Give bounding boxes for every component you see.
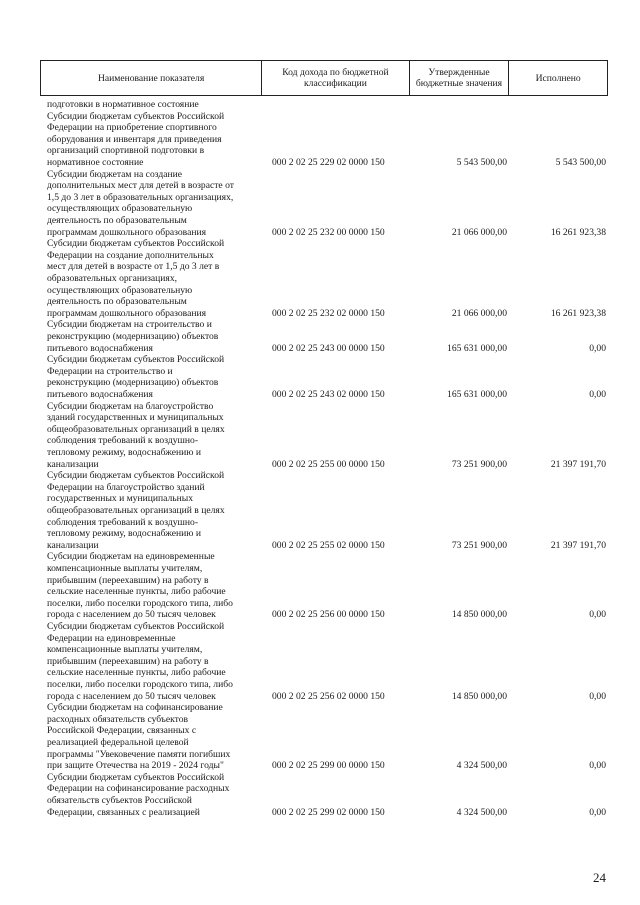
row-approved: 73 251 900,00 <box>451 539 507 551</box>
row-name-line: тепловому режиму, водоснабжению и <box>47 447 201 458</box>
row-name-line: Российской Федерации, связанных с <box>47 725 197 737</box>
row-name-line: Субсидии бюджетам субъектов Российской <box>47 110 225 122</box>
row-name-line: дополнительных мест для детей в возрасте от <box>47 180 234 192</box>
row-name-line: реализацией федеральной целевой <box>47 737 189 748</box>
row-name-line: Федерации, связанных с реализацией <box>47 806 200 818</box>
row-name-line: обязательств субъектов Российской <box>47 795 192 806</box>
row-code: 000 2 02 25 229 02 0000 150 <box>272 157 385 168</box>
row-code: 000 2 02 25 232 02 0000 150 <box>272 307 385 319</box>
row-code: 000 2 02 25 243 02 0000 150 <box>272 389 385 400</box>
row-name-line: зданий государственных и муниципальных <box>47 412 224 424</box>
row-done: 0,00 <box>589 760 606 772</box>
row-name-line: поселки, либо поселки городского типа, либо <box>47 679 233 690</box>
row-name-line: реконструкцию (модернизацию) объектов <box>47 331 219 342</box>
row-name-line: общеобразовательных организаций в целях <box>47 423 225 435</box>
row-name-line: прибывшим (переехавшим) на работу в <box>47 574 209 586</box>
row-name-line: программы "Увековечение памяти погибших <box>47 748 231 760</box>
row-name-line: питьевого водоснабжения <box>47 389 153 400</box>
row-code: 000 2 02 25 243 00 0000 150 <box>272 342 385 354</box>
row-name-line: мест для детей в возрасте от 1,5 до 3 лет в <box>47 261 220 273</box>
row-name-line: Федерации на строительство и <box>47 365 173 377</box>
row-name-line: программам дошкольного образования <box>47 307 207 319</box>
row-approved: 4 324 500,00 <box>456 760 507 772</box>
row-name-line: соблюдения требований к воздушно- <box>47 516 199 528</box>
row-name-line: компенсационные выплаты учителям, <box>47 563 203 574</box>
row-name-line: Федерации на софинансирование расходных <box>47 783 230 795</box>
row-approved: 165 631 000,00 <box>447 389 507 400</box>
row-name-line: Субсидии бюджетам субъектов Российской <box>47 621 225 632</box>
row-name-line: Федерации на благоустройство зданий <box>47 481 205 493</box>
row-done: 0,00 <box>589 690 606 702</box>
row-name-line: деятельность по образовательным <box>47 296 187 308</box>
row-name-line: при защите Отечества на 2019 - 2024 годы" <box>47 760 224 772</box>
row-name-line: города с населением до 50 тысяч человек <box>47 690 216 702</box>
row-name-line: тепловому режиму, водоснабжению и <box>47 528 201 540</box>
row-done: 16 261 923,38 <box>550 307 606 319</box>
row-name-line: Субсидии бюджетам на единовременные <box>47 551 215 563</box>
row-approved: 21 066 000,00 <box>451 307 507 319</box>
row-name-line: Субсидии бюджетам субъектов Российской <box>47 771 225 783</box>
row-approved: 5 543 500,00 <box>456 157 507 168</box>
row-approved: 73 251 900,00 <box>451 458 507 470</box>
row-code: 000 2 02 25 255 00 0000 150 <box>272 458 385 470</box>
row-name-line: прибывшим (переехавшим) на работу в <box>47 655 209 667</box>
row-name-line: Субсидии бюджетам субъектов Российской <box>47 354 225 366</box>
row-name-line: Субсидии бюджетам на благоустройство <box>47 400 214 412</box>
row-name-line: канализации <box>47 458 99 470</box>
row-code: 000 2 02 25 232 00 0000 150 <box>272 226 385 238</box>
row-name-line: сельские населенные пункты, либо рабочие <box>47 667 226 679</box>
row-code: 000 2 02 25 256 00 0000 150 <box>272 609 385 621</box>
row-name-line: оборудования и инвентаря для приведения <box>47 133 222 145</box>
row-approved: 14 850 000,00 <box>451 609 507 621</box>
row-name-line: канализации <box>47 539 99 551</box>
row-name-line: Федерации на единовременные <box>47 632 176 644</box>
row-approved: 21 066 000,00 <box>451 226 507 238</box>
row-name-line: нормативное состояние <box>47 157 144 168</box>
header-code: Код дохода по бюджетной классификации <box>262 61 409 95</box>
row-name-line: Федерации на приобретение спортивного <box>47 122 217 134</box>
row-code: 000 2 02 25 255 02 0000 150 <box>272 539 385 551</box>
page-number: 24 <box>593 870 606 885</box>
row-approved: 165 631 000,00 <box>447 342 507 354</box>
row-name-line: города с населением до 50 тысяч человек <box>47 609 216 621</box>
row-name-line: поселки, либо поселки городского типа, либо <box>47 597 233 609</box>
table-header <box>40 60 608 96</box>
row-code: 000 2 02 25 256 02 0000 150 <box>272 690 385 702</box>
row-done: 5 543 500,00 <box>555 157 606 168</box>
row-done: 0,00 <box>589 389 606 400</box>
row-approved: 14 850 000,00 <box>451 690 507 702</box>
row-done: 0,00 <box>589 342 606 354</box>
row-name-line: Субсидии бюджетам на создание <box>47 168 183 180</box>
row-name-line: компенсационные выплаты учителям, <box>47 644 203 656</box>
row-name-line: государственных и муниципальных <box>47 493 194 505</box>
header-approved: Утвержденные бюджетные значения <box>410 61 510 95</box>
row-done: 0,00 <box>589 609 606 621</box>
row-name-line: реконструкцию (модернизацию) объектов <box>47 377 219 389</box>
row-name-line: организаций спортивной подготовки в <box>47 145 205 157</box>
header-done: Исполнено <box>535 72 581 84</box>
header-name: Наименование показателя <box>41 61 262 95</box>
row-name-line: образовательных организациях, <box>47 273 178 284</box>
row-name-line: Субсидии бюджетам на строительство и <box>47 319 212 331</box>
row-done: 16 261 923,38 <box>550 226 606 238</box>
row-name-line: общеобразовательных организаций в целях <box>47 505 225 516</box>
row-name-line: расходных обязательств субъектов <box>47 713 189 725</box>
row-name-line: Федерации на создание дополнительных <box>47 249 214 261</box>
row-name-line: программам дошкольного образования <box>47 226 207 238</box>
row-done: 0,00 <box>589 806 606 818</box>
row-name-line: деятельность по образовательным <box>47 215 187 226</box>
row-code: 000 2 02 25 299 00 0000 150 <box>272 760 385 772</box>
row-name-line: соблюдения требований к воздушно- <box>47 435 199 447</box>
row-name-line: осуществляющих образовательную <box>47 284 193 296</box>
row-code: 000 2 02 25 299 02 0000 150 <box>272 806 385 818</box>
row-name-line: 1,5 до 3 лет в образовательных организациях, <box>47 191 234 203</box>
row-name-line: Субсидии бюджетам субъектов Российской <box>47 470 225 482</box>
row-name-line: питьевого водоснабжения <box>47 342 153 354</box>
row-name-line: подготовки в нормативное состояние <box>47 99 199 110</box>
row-name-line: сельские населенные пункты, либо рабочие <box>47 586 226 598</box>
row-approved: 4 324 500,00 <box>456 806 507 818</box>
row-name-line: Субсидии бюджетам на софинансирование <box>47 702 223 714</box>
row-done: 21 397 191,70 <box>550 539 606 551</box>
row-name-line: осуществляющих образовательную <box>47 203 193 215</box>
row-name-line: Субсидии бюджетам субъектов Российской <box>47 238 225 250</box>
row-done: 21 397 191,70 <box>550 458 606 470</box>
